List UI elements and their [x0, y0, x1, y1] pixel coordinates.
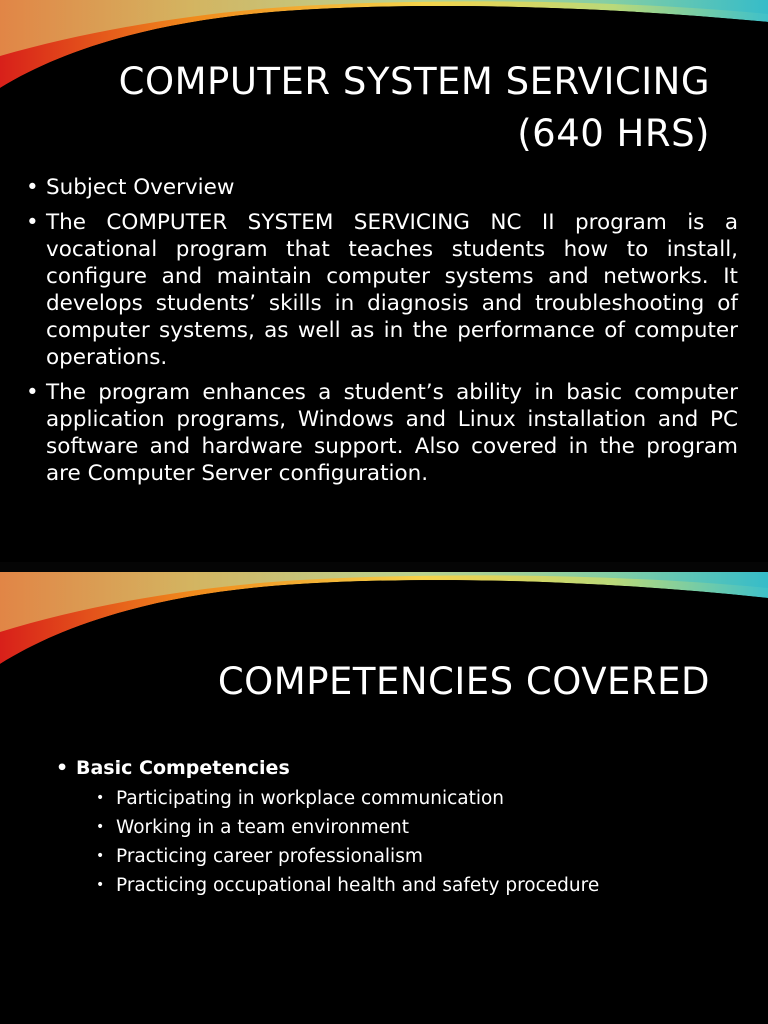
section-item	[56, 754, 599, 900]
bullet-item: • The program enhances a student’s ability in basic computer application programs, Windows and Linux installation and PC software and hardware support. Also covered in the program are Computer Server configuration.	[26, 379, 738, 487]
list-item: • Practicing career professionalism	[96, 842, 599, 871]
bullet-item: • The COMPUTER SYSTEM SERVICING NC II program is a vocational program that teaches students how to install, configure and maintain computer systems and networks. It develops students’ skills in diagnosis and troubleshooting of computer systems, as well as in the performance of computer operations.	[26, 209, 738, 371]
list-item: • Practicing occupational health and safety procedure	[96, 871, 599, 900]
title-line-2: (640 HRS)	[517, 112, 710, 155]
sub-list	[96, 784, 599, 900]
list-item: • Working in a team environment	[96, 813, 599, 842]
title-line-1: COMPUTER SYSTEM SERVICING	[118, 60, 710, 103]
slide-title	[70, 56, 710, 160]
slide-separator	[0, 562, 768, 572]
bullet-item: • Subject Overview	[26, 174, 738, 201]
competency-list	[56, 754, 599, 900]
slide-2	[0, 572, 768, 1024]
list-item: • Participating in workplace communication	[96, 784, 599, 813]
overview-bullet-list	[26, 174, 738, 495]
section-label: Basic Competencies	[76, 757, 290, 779]
slide-title: COMPETENCIES COVERED	[217, 660, 710, 703]
